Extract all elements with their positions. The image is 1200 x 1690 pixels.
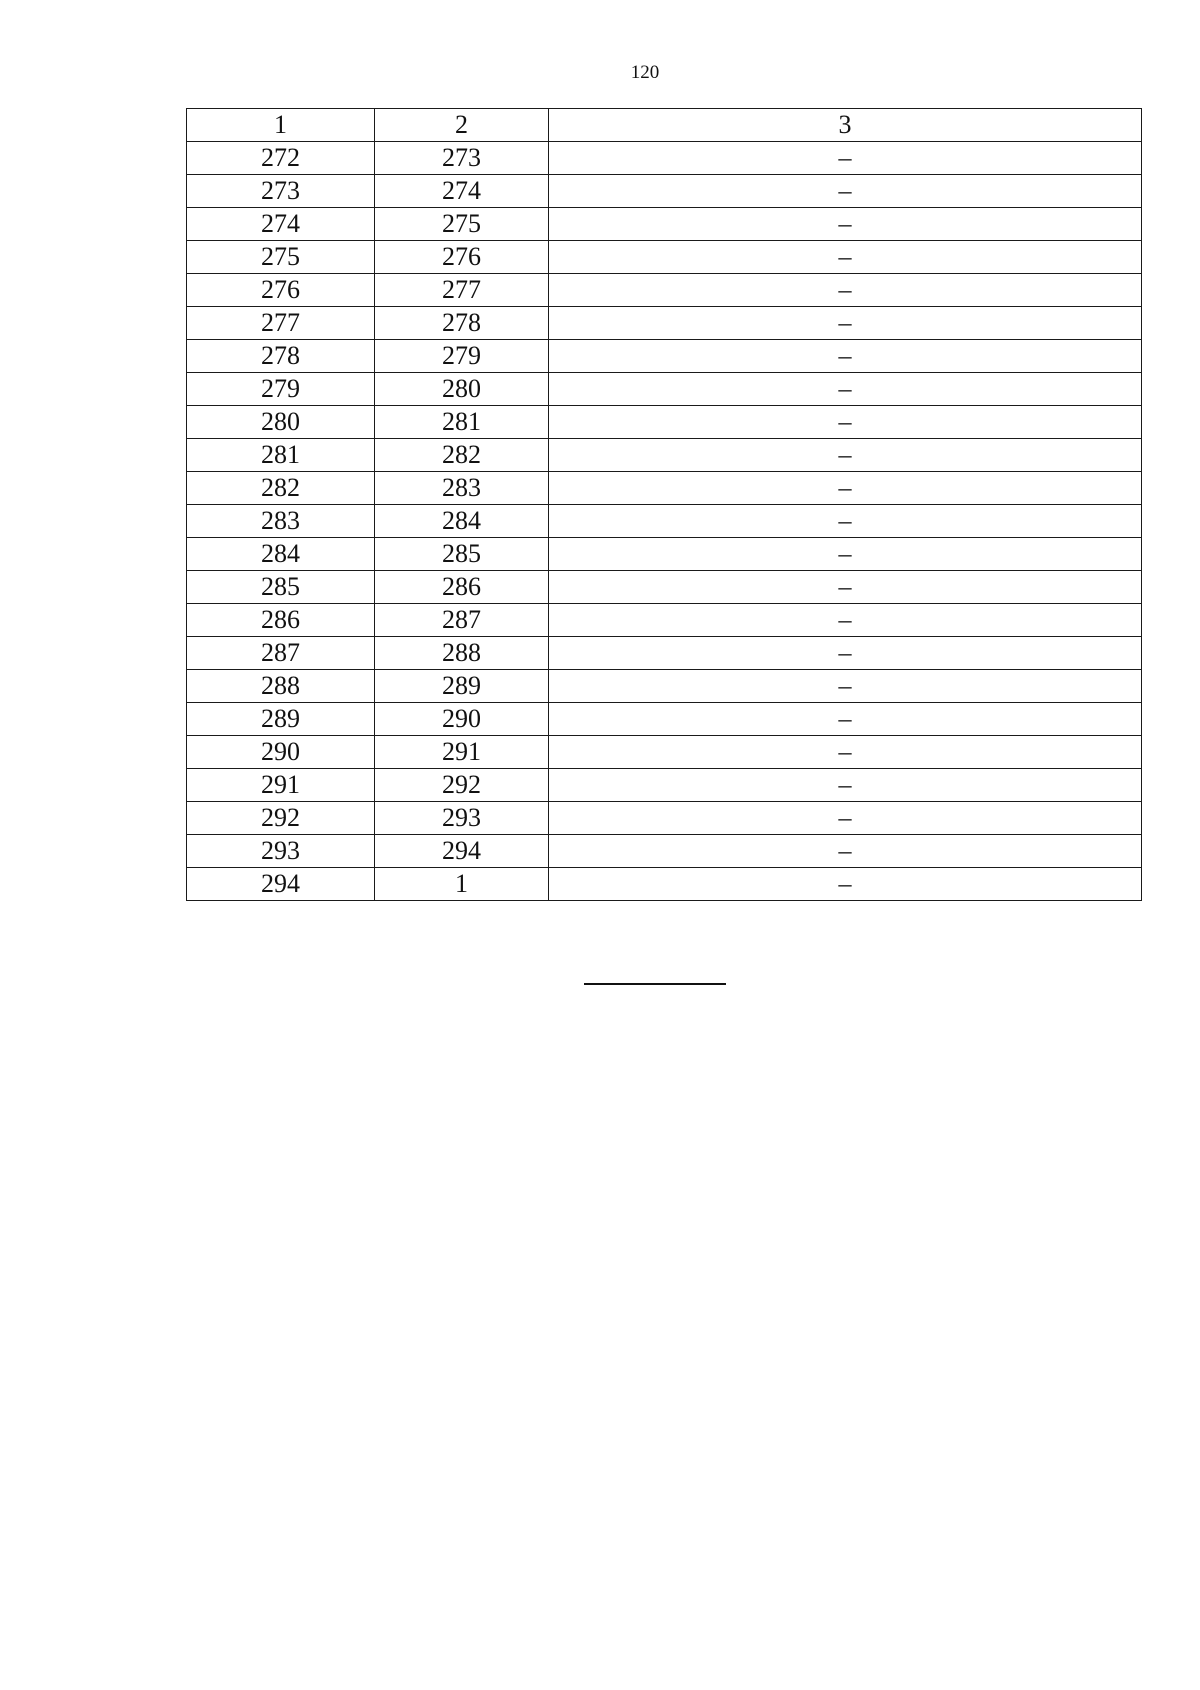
table-cell-col-3: – (549, 406, 1142, 439)
table-row (187, 175, 1142, 208)
table-row (187, 538, 1142, 571)
table-row (187, 868, 1142, 901)
table-cell-col-3: – (549, 670, 1142, 703)
table-cell-col-3: – (549, 241, 1142, 274)
table-cell-col-3: – (549, 637, 1142, 670)
table-cell-col-1: 285 (187, 571, 375, 604)
header-cell-1: 1 (187, 109, 375, 142)
table-cell-col-1: 274 (187, 208, 375, 241)
table-cell-col-1: 294 (187, 868, 375, 901)
table-cell-col-2: 289 (375, 670, 549, 703)
table-cell-col-2: 288 (375, 637, 549, 670)
table-cell-col-1: 276 (187, 274, 375, 307)
table-row (187, 439, 1142, 472)
table-cell-col-1: 292 (187, 802, 375, 835)
table-cell-col-2: 291 (375, 736, 549, 769)
table-cell-col-2: 293 (375, 802, 549, 835)
table-cell-col-2: 287 (375, 604, 549, 637)
header-cell-3: 3 (549, 109, 1142, 142)
table-cell-col-3: – (549, 340, 1142, 373)
table-row (187, 835, 1142, 868)
table-cell-col-2: 283 (375, 472, 549, 505)
table-cell-col-2: 278 (375, 307, 549, 340)
table-cell-col-3: – (549, 274, 1142, 307)
table-row (187, 406, 1142, 439)
table-cell-col-2: 277 (375, 274, 549, 307)
table-row (187, 340, 1142, 373)
table-cell-col-1: 283 (187, 505, 375, 538)
header-cell-2: 2 (375, 109, 549, 142)
table-cell-col-1: 289 (187, 703, 375, 736)
table-row (187, 703, 1142, 736)
table-cell-col-3: – (549, 142, 1142, 175)
table-cell-col-3: – (549, 208, 1142, 241)
table-cell-col-3: – (549, 505, 1142, 538)
end-rule (584, 983, 726, 985)
table-cell-col-1: 290 (187, 736, 375, 769)
table-cell-col-2: 285 (375, 538, 549, 571)
table-cell-col-1: 288 (187, 670, 375, 703)
table-cell-col-1: 287 (187, 637, 375, 670)
table-cell-col-2: 275 (375, 208, 549, 241)
table-cell-col-3: – (549, 604, 1142, 637)
table-cell-col-1: 284 (187, 538, 375, 571)
table-cell-col-1: 277 (187, 307, 375, 340)
table-cell-col-2: 281 (375, 406, 549, 439)
table-cell-col-1: 286 (187, 604, 375, 637)
table-cell-col-1: 279 (187, 373, 375, 406)
table-row (187, 571, 1142, 604)
table-cell-col-3: – (549, 736, 1142, 769)
table-cell-col-1: 275 (187, 241, 375, 274)
table-body (187, 142, 1142, 901)
table-cell-col-3: – (549, 373, 1142, 406)
table-cell-col-3: – (549, 307, 1142, 340)
table-cell-col-2: 274 (375, 175, 549, 208)
table-cell-col-3: – (549, 835, 1142, 868)
table-row (187, 637, 1142, 670)
table-cell-col-3: – (549, 472, 1142, 505)
table-cell-col-1: 282 (187, 472, 375, 505)
table-row (187, 307, 1142, 340)
table-row (187, 604, 1142, 637)
table-cell-col-1: 278 (187, 340, 375, 373)
table-row (187, 142, 1142, 175)
table-cell-col-1: 273 (187, 175, 375, 208)
table-cell-col-2: 290 (375, 703, 549, 736)
table-cell-col-3: – (549, 175, 1142, 208)
table-row (187, 769, 1142, 802)
table-cell-col-3: – (549, 868, 1142, 901)
table-cell-col-3: – (549, 571, 1142, 604)
table-cell-col-2: 282 (375, 439, 549, 472)
table-row (187, 505, 1142, 538)
table-row (187, 241, 1142, 274)
table-row (187, 373, 1142, 406)
table-cell-col-2: 1 (375, 868, 549, 901)
table-cell-col-1: 280 (187, 406, 375, 439)
table-cell-col-3: – (549, 538, 1142, 571)
table-cell-col-2: 280 (375, 373, 549, 406)
table-cell-col-2: 284 (375, 505, 549, 538)
table-cell-col-1: 291 (187, 769, 375, 802)
data-table (186, 108, 1142, 901)
table-header-row (187, 109, 1142, 142)
table-cell-col-3: – (549, 769, 1142, 802)
table-cell-col-2: 279 (375, 340, 549, 373)
table-cell-col-3: – (549, 439, 1142, 472)
table-row (187, 736, 1142, 769)
table-row (187, 472, 1142, 505)
table-cell-col-1: 281 (187, 439, 375, 472)
table-row (187, 274, 1142, 307)
table-cell-col-1: 272 (187, 142, 375, 175)
table-cell-col-2: 292 (375, 769, 549, 802)
table-row (187, 670, 1142, 703)
table-cell-col-2: 273 (375, 142, 549, 175)
table-cell-col-3: – (549, 703, 1142, 736)
table-cell-col-3: – (549, 802, 1142, 835)
page-number: 120 (630, 62, 660, 83)
table-row (187, 802, 1142, 835)
table-cell-col-2: 286 (375, 571, 549, 604)
table-row (187, 208, 1142, 241)
table-cell-col-2: 294 (375, 835, 549, 868)
table-cell-col-2: 276 (375, 241, 549, 274)
table-cell-col-1: 293 (187, 835, 375, 868)
